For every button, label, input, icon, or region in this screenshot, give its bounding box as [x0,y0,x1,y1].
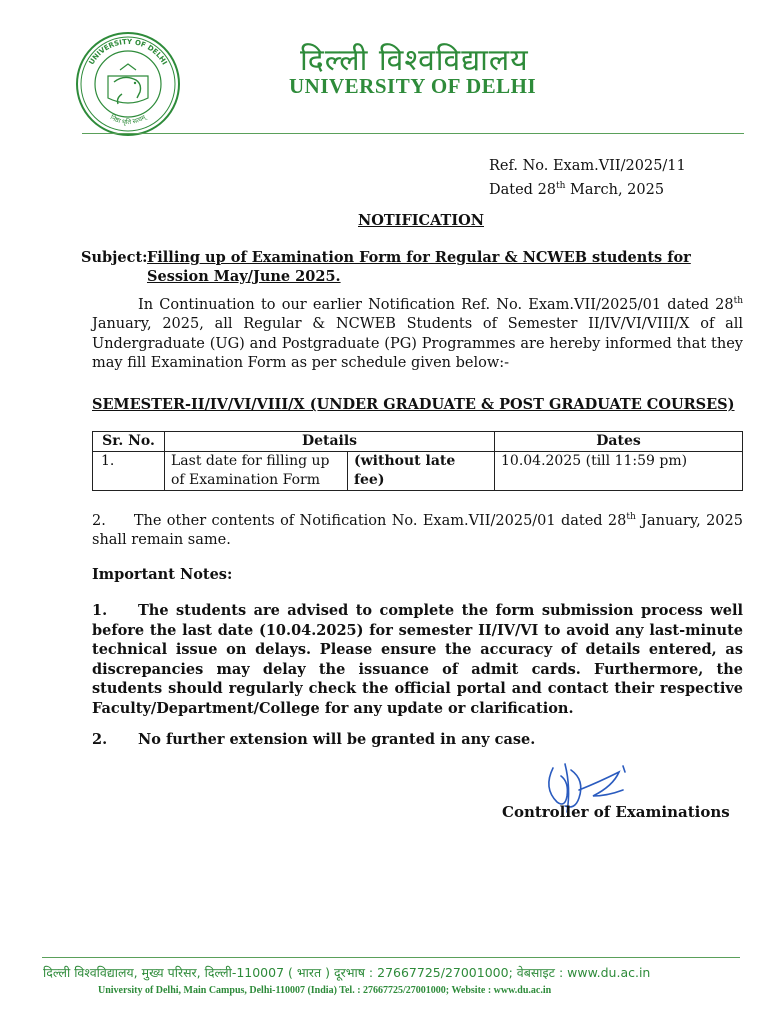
notification-heading: NOTIFICATION [358,212,484,229]
header-dates: Dates [495,432,743,452]
second-paragraph: 2. The other contents of Notification No. Exam.VII/2025/01 dated 28th January, 2025 shall remain same. [92,512,743,549]
reference-block [489,156,686,200]
header-divider [82,133,744,134]
footer-divider [42,957,740,958]
footer-hindi-address: दिल्ली विश्वविद्यालय, मुख्य परिसर, दिल्ली-110007 ( भारत ) दूरभाष : 27667725/27001000; वेबसाइट : www.du.ac.in [43,965,651,980]
subject-line [81,248,743,286]
header-details: Details [165,432,495,452]
note-text: No further extension will be granted in any case. [138,731,536,748]
table-row [93,452,743,491]
reference-date: Dated 28th March, 2025 [489,181,665,198]
row-detail: Last date for filling up of Examination Form [165,452,348,491]
signatory-title: Controller of Examinations [502,803,730,821]
seal-text-top: UNIVERSITY OF DELHI [87,37,169,67]
note-text: The students are advised to complete the form submission process well before the last date (10.04.2025) for semester II/IV/VI to avoid any last-minute technical issue on delays. Please ensure the accuracy of details entered, as discrepancies may delay the issuance of admit cards. Furthermore, the students should regularly check the official portal and contact their respective Faculty/Department/College for any update or clarification. [92,602,743,717]
note-item [92,730,743,750]
subject-label: Subject: [81,249,148,266]
semester-heading: SEMESTER-II/IV/VI/VIII/X (UNDER GRADUATE & POST GRADUATE COURSES) [92,396,735,413]
header-sr-no: Sr. No. [93,432,165,452]
note-number: 1. [92,602,108,619]
subject-text: Filling up of Examination Form for Regular & NCWEB students for Session May/June 2025. [147,249,691,285]
schedule-table [92,431,743,491]
table-header-row [93,432,743,452]
university-name-hindi: दिल्ली विश्वविद्यालय [300,43,529,78]
reference-number: Ref. No. Exam.VII/2025/11 [489,158,686,174]
row-date: 10.04.2025 (till 11:59 pm) [495,452,743,491]
university-seal-icon [74,30,182,138]
intro-paragraph: In Continuation to our earlier Notification Ref. No. Exam.VII/2025/01 dated 28th January, 2025, all Regular & NCWEB Students of Semester II/IV/VI/VIII/X of all Undergraduate (UG) and Postgraduate (PG) Programmes are hereby informed that they may fill Examination Form as per schedule given below:- [92,296,743,372]
seal-motto: निष्ठा धृति सत्यम् [108,113,148,127]
note-item [92,601,743,718]
university-name-english: UNIVERSITY OF DELHI [289,74,537,98]
svg-text:निष्ठा धृति सत्यम् [109,113,148,126]
row-fee-note: (without late fee) [348,452,495,491]
important-notes-heading: Important Notes: [92,566,233,583]
row-sr-no: 1. [93,452,165,491]
note-number: 2. [92,731,108,748]
footer-english-address: University of Delhi, Main Campus, Delhi-110007 (India) Tel. : 27667725/27001000; Website : www.du.ac.in [98,985,552,996]
